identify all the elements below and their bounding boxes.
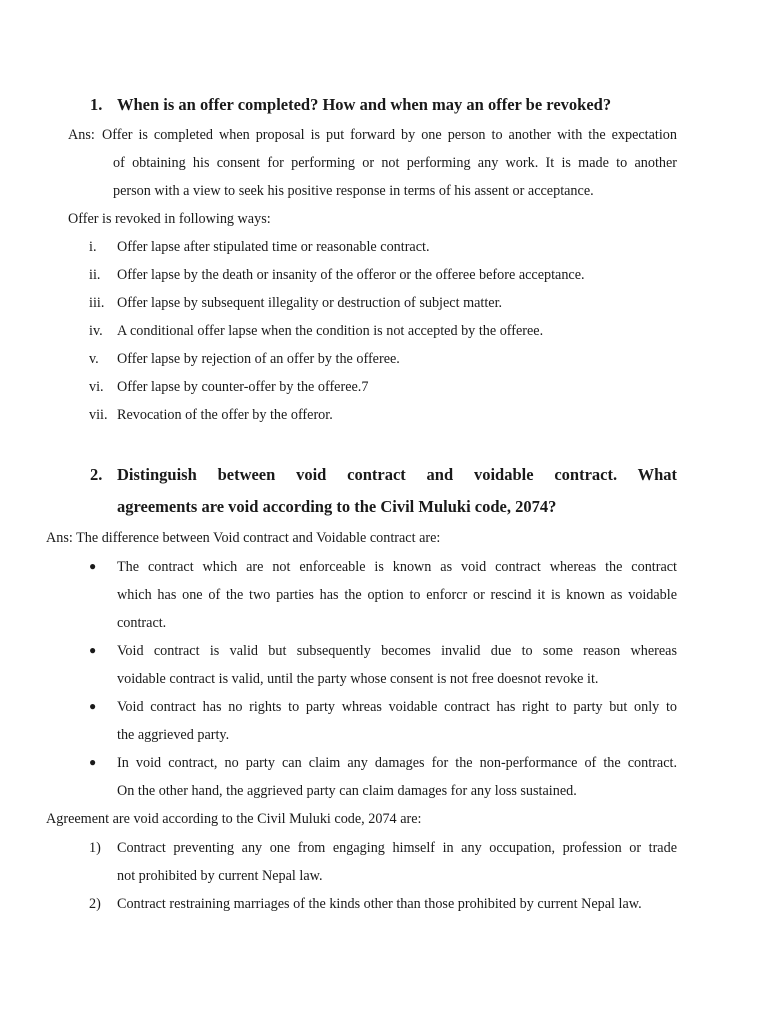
q1-number: 1. [90,95,103,114]
list-item-number: v. [89,351,99,367]
bullet-icon: ● [89,643,97,657]
bullet-line: The contract which are not enforceable is known as void contract whereas the contract [117,559,677,575]
bullet-line: contract. [117,615,167,631]
bullet-line: In void contract, no party can claim any damages for the non-performance of the contract. [117,755,677,771]
list-item-text: Offer lapse after stipulated time or reasonable contract. [117,239,430,255]
q2-void-intro: Agreement are void according to the Civil Muluki code, 2074 are: [46,811,422,827]
q2-number: 2. [90,465,103,484]
list-item-text: Offer lapse by the death or insanity of the offeror or the offeree before acceptance. [117,267,585,283]
list-item-text: not prohibited by current Nepal law. [117,868,323,884]
bullet-line: Void contract is valid but subsequently becomes invalid due to some reason whereas [117,643,677,659]
bullet-icon: ● [89,699,97,713]
bullet-line: voidable contract is valid, until the party whose consent is not free doesnot revoke it. [117,671,599,687]
q1-ans-label: Ans: [68,127,95,143]
q2-ans-intro: Ans: The difference between Void contract and Voidable contract are: [46,530,441,546]
list-item-number: i. [89,239,97,255]
list-item-number: 1) [89,840,101,856]
list-item-text: Revocation of the offer by the offeror. [117,407,333,423]
q1-ans-line2: of obtaining his consent for performing or not performing any work. It is made to another [113,155,677,171]
list-item-number: iii. [89,295,105,311]
list-item-number: vi. [89,379,104,395]
q2-heading-line1: Distinguish between void contract and voidable contract. What [117,465,677,484]
bullet-line: On the other hand, the aggrieved party can claim damages for any loss sustained. [117,783,577,799]
q2-heading-line2: agreements are void according to the Civil Muluki code, 2074? [117,497,557,516]
list-item-number: 2) [89,896,101,912]
list-item-text: Offer lapse by counter-offer by the offeree.7 [117,379,369,395]
list-item-text: Offer lapse by rejection of an offer by the offeree. [117,351,400,367]
list-item-number: ii. [89,267,101,283]
q1-ans-line1: Offer is completed when proposal is put forward by one person to another with the expectation [102,127,677,143]
bullet-line: Void contract has no rights to party whreas voidable contract has right to party but only to [117,699,677,715]
list-item-number: iv. [89,323,103,339]
bullet-icon: ● [89,559,97,573]
bullet-line: the aggrieved party. [117,727,230,743]
list-item-number: vii. [89,407,108,423]
q1-heading: When is an offer completed? How and when may an offer be revoked? [117,95,612,114]
list-item-text: Contract preventing any one from engaging himself in any occupation, profession or trade [117,840,677,856]
list-item-text: Offer lapse by subsequent illegality or destruction of subject matter. [117,295,503,311]
q1-revoked-intro: Offer is revoked in following ways: [68,211,271,227]
list-item-text: A conditional offer lapse when the condition is not accepted by the offeree. [117,323,544,339]
q1-ans-line3: person with a view to seek his positive response in terms of his assent or acceptance. [113,183,594,199]
list-item-text: Contract restraining marriages of the kinds other than those prohibited by current Nepal law. [117,896,642,912]
bullet-line: which has one of the two parties has the option to enforcr or rescind it is known as voidable [117,587,677,603]
bullet-icon: ● [89,755,97,769]
